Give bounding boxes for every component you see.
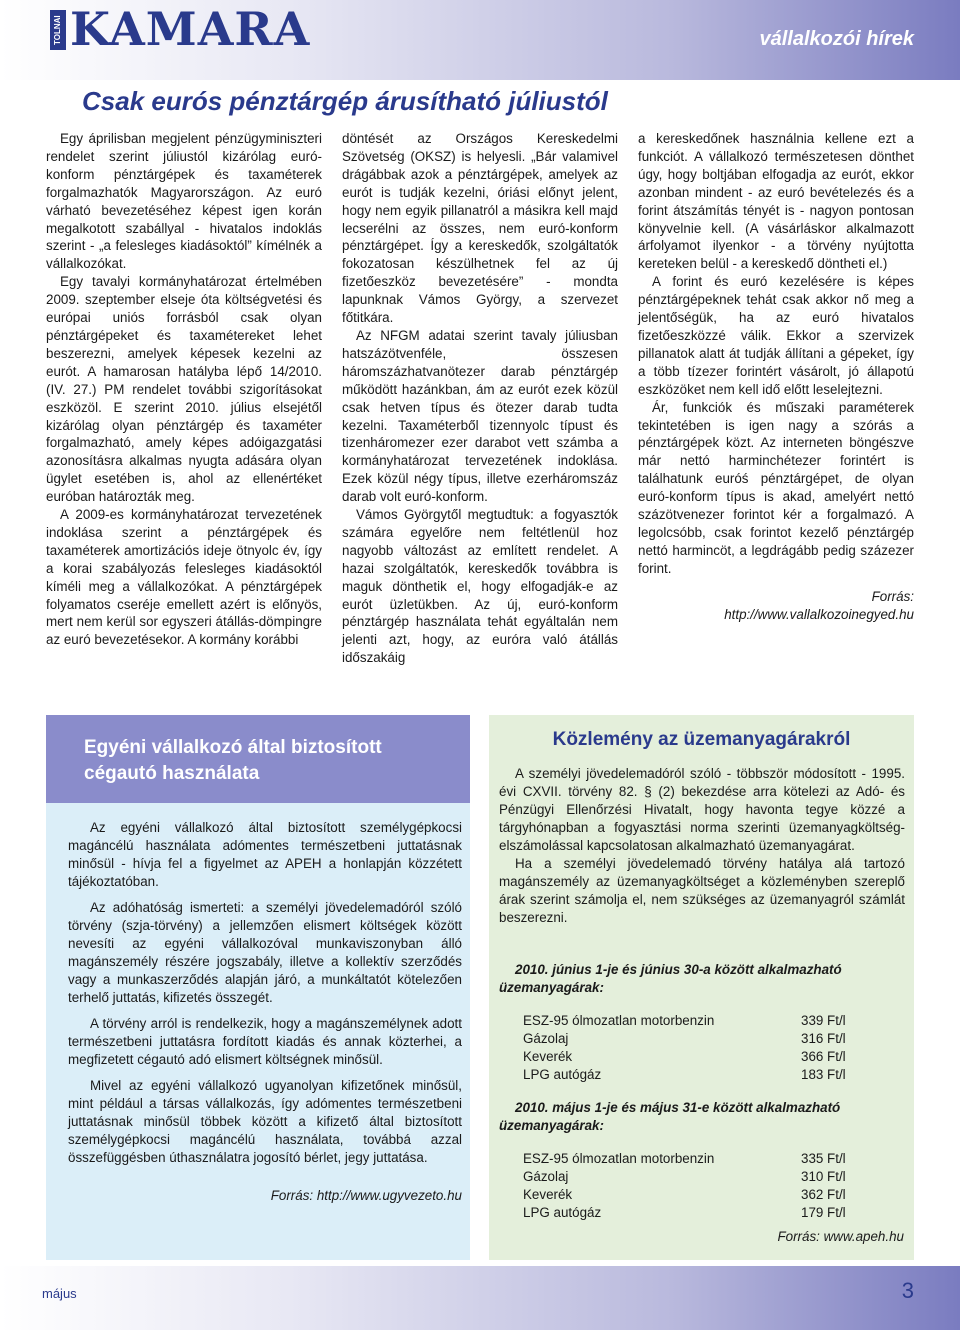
fuel-prices-box xyxy=(489,715,914,1260)
fuel-price: 179 Ft/l xyxy=(801,1204,846,1220)
price-period-june xyxy=(499,961,905,1083)
source-label: Forrás: xyxy=(871,588,914,604)
paragraph: Egy áprilisban megjelent pénzügyminiszteri rendelet szerint júliustól kizárólag euró-konform pénztárgépek és taxaméterek forgalmazhatók Magyarországon. Az euró várható bevezetéséhez képest igen korán megalkotott szabállyal - hivatalos indoklás szerint - „a felesleges kiadásoktól” kímélnék a vállalkozókat. xyxy=(46,131,322,272)
fuel-name: Keverék xyxy=(523,1186,573,1202)
magazine-logo: KAMARA xyxy=(70,2,311,56)
table-row xyxy=(523,1167,846,1185)
fuel-price: 316 Ft/l xyxy=(801,1030,846,1046)
fuel-price: 335 Ft/l xyxy=(801,1150,846,1166)
article-column-2 xyxy=(342,130,618,667)
fuel-name: Gázolaj xyxy=(523,1168,569,1184)
table-row xyxy=(523,1047,846,1065)
fuel-name: Gázolaj xyxy=(523,1030,569,1046)
paragraph: döntését az Országos Kereskedelmi Szövetség (OKSZ) is helyesli. „Bár valamivel drágábbak azok a pénztárgépek, amelyek az eurót is tudják kezelni, óriási előnyt jelent, hogy nem egyik pillanatról a másikra kell majd lecserélni az összes, nem euró-konform pénztárgépet. Így a kereskedők, szolgáltatók fokozatosan készülhetnek fel az új fizetőeszköz bevezetésére” - mondta lapunknak Vámos György, a szervezet főtitkára. xyxy=(342,131,618,326)
box-source: Forrás: www.apeh.hu xyxy=(777,1229,904,1244)
fuel-price: 339 Ft/l xyxy=(801,1012,846,1028)
page-footer xyxy=(0,1266,960,1330)
article-title: Csak eurós pénztárgép árusítható júliustól xyxy=(82,86,608,116)
table-row xyxy=(523,1185,846,1203)
price-period-title: 2010. június 1-je és június 30-a között alkalmazható üzemanyagárak: xyxy=(499,962,842,995)
paragraph: Mivel az egyéni vállalkozó ugyanolyan kifizetőnek minősül, mint például a társas vállalkozás, így adómentes természetbeni juttatásnak minősül többek között a kifizető által biztosított személygépkocsi magáncélú használata, továbbá azzal összefüggésben úthasználatra jogosító bérlet, jegy juttatása. xyxy=(68,1078,462,1165)
fuel-price: 366 Ft/l xyxy=(801,1048,846,1064)
price-period-may xyxy=(499,1099,905,1221)
paragraph: Ár, funkciók és műszaki paraméterek tekintetében is igen nagy a szórás a pénztárgépek közt. Az interneten böngészve már nettó harminchétezer forintért is találhatunk euróś pénztárgépet, de olyan euró-konform típus is akad, amelyért nettó százötvenezer forintot kér a forgalmazó. A legolcsóbb, csak forintot kezelő pénztárgép nettó harmincöt, a legdrágább pedig százezer forint. xyxy=(638,399,914,576)
box-source: Forrás: http://www.ugyvezeto.hu xyxy=(270,1188,462,1203)
price-table xyxy=(523,1149,846,1221)
paragraph: a kereskedőnek használnia kellene ezt a funkciót. A vállalkozó természetesen dönthet úgy, hogy boltjában elfogadja az eurót, ekkor azonban mindent - az euró bevételezés és a forint átszámítás tényét is - nagyon pontosan könyvelnie kell. (A vásárláskor alkalmazott árfolyamot ilyenkor - a törvény nyújtotta kereteken belül - a kereskedő döntheti el.) xyxy=(638,131,914,272)
article-column-3 xyxy=(638,130,914,623)
paragraph: A személyi jövedelemadóról szóló - többször módosított - 1995. évi CXVII. törvény 82. § (2) bekezdése arra kötelezi az Adó- és Pénzügyi Ellenőrzési Hivatalt, hogy havonta tegye közzé a tárgyhónapban a fogyasztási norma szerinti üzemanyagköltség-elszámolással kapcsolatosan alkalmazható üzemanyagárat. xyxy=(499,766,905,853)
price-period-title: 2010. május 1-je és május 31-e között alkalmazható üzemanyagárak: xyxy=(499,1100,841,1133)
section-tag: vállalkozói hírek xyxy=(759,28,914,50)
table-row xyxy=(523,1029,846,1047)
page-header xyxy=(0,0,960,80)
source-link[interactable]: http://www.vallalkozoinegyed.hu xyxy=(724,606,914,622)
fuel-name: LPG autógáz xyxy=(523,1066,602,1082)
paragraph: Az egyéni vállalkozó által biztosított személygépkocsi magáncélú használata adómentes természetbeni juttatásnak minősül - hívja fel a figyelmet az APEH a honlapján közzétett tájékoztatóban. xyxy=(68,820,462,889)
price-table xyxy=(523,1011,846,1083)
fuel-name: ESZ-95 ólmozatlan motorbenzin xyxy=(523,1012,715,1028)
paragraph: Ha a személyi jövedelemadó törvény hatálya alá tartozó magánszemély az üzemanyagköltséget a közleményben szereplő árak szerint számolja el, nem szükséges az üzemanyagról számlát beszerezni. xyxy=(499,856,905,925)
company-car-box xyxy=(46,715,470,1260)
fuel-price: 310 Ft/l xyxy=(801,1168,846,1184)
box-header xyxy=(46,715,470,803)
logo-side-label: TOLNAI xyxy=(50,10,66,50)
paragraph: Vámos Györgytől megtudtuk: a fogyasztók számára egyelőre nem feltétlenül hoz nagyobb változást az említett rendelet. A hazai szolgáltatók, kereskedők továbbra is maguk dönthetik el, hogy elfogadják-e az eurót üzletükben. Az új, euró-konform pénztárgép használata tehát egyáltalán nem jelenti azt, hogy, az euróra való átállás időszakáig xyxy=(342,507,618,666)
box-title: Közlemény az üzemanyagárakról xyxy=(552,729,851,750)
fuel-name: ESZ-95 ólmozatlan motorbenzin xyxy=(523,1150,715,1166)
table-row xyxy=(523,1011,846,1029)
fuel-name: Keverék xyxy=(523,1048,573,1064)
issue-month: május xyxy=(42,1286,77,1301)
table-row xyxy=(523,1065,846,1083)
page-number: 3 xyxy=(901,1278,914,1303)
paragraph: Az NFGM adatai szerint tavaly júliusban hatszázötvenféle, összesen háromszázhatvanötezer darab pénztárgép működött hazánkban, ám az eurót ezek közül csak hetven típus és ötezer darab tudta kezelni. Taxaméterből tizennyolc típust és tizenháromezer ezer darabot vett számba a kormányhatározat tervezetének indoklása. Ezek közül négy típus, illetve ezerháromszáz darab volt euró-konform. xyxy=(342,327,618,505)
paragraph: A forint és euró kezelésére is képes pénztárgépeknek tehát csak akkor nő meg a jelentőségük, ha az euró hivatalos fizetőeszközzé válik. Ekkor a szervizek pillanatok alatt át tudják állítani a gépeket, így a több tízezer forintért vásárolt, jó állapotú eszközöket nem kell idő előtt leselejtezni. xyxy=(638,274,914,397)
box-body xyxy=(499,765,905,927)
paragraph: A 2009-es kormányhatározat tervezetének indoklása szerint a pénztárgépek és taxaméterek amortizációs ideje ötnyolc év, így a korai szabályozás felesleges kiadásoktól kíméli meg a vállalkozókat. A pénztárgépek folyamatos cseréje emellett azért is előnyös, mert nem kerül sor egyszeri átállás-dömpingre az euró bevezetésekor. A kormány korábbi xyxy=(46,507,322,648)
paragraph: A törvény arról is rendelkezik, hogy a magánszemélynek adott természetbeni juttatásra fordított kiadás és annak közterhei, a megfizetett cégautó adó elismert költségnek minősül. xyxy=(68,1016,462,1067)
paragraph: Egy tavalyi kormányhatározat értelmében 2009. szeptember elseje óta költségvetési és európai uniós forrásból csak olyan pénztárgépeket és taxamétereket lehet beszerezni, amelyek képesek kezelni az eurót. A hamarosan hatályba lépő 14/2010. (IV. 27.) PM rendelet további szigorításokat eszközöl. E szerint 2010. július elsejétől kizárólag olyan pénztárgép és taxaméter forgalmazható, amely képes adóigazgatási azonosításra alkalmas nyugta adására olyan ügylet esetében is, ahol az ellenértéket euróban határozták meg. xyxy=(46,274,322,505)
paragraph: Az adóhatóság ismerteti: a személyi jövedelemadóról szóló törvény (szja-törvény) a jellemzően elismert költségek között nevesíti az egyéni vállalkozóval munkaviszonyban álló magánszemély részére jogszabály, illetve a kollektív szerződés vagy a munkaszerződés alapján járó, a munkáltatót kötelezően terhelő juttatás, kifizetés összegét. xyxy=(68,900,462,1005)
fuel-price: 183 Ft/l xyxy=(801,1066,846,1082)
table-row xyxy=(523,1203,846,1221)
table-row xyxy=(523,1149,846,1167)
box-title: Egyéni vállalkozó által biztosított cégautó használata xyxy=(84,737,382,784)
fuel-price: 362 Ft/l xyxy=(801,1186,846,1202)
box-body xyxy=(68,819,462,1213)
article-column-1 xyxy=(46,130,322,649)
fuel-name: LPG autógáz xyxy=(523,1204,602,1220)
